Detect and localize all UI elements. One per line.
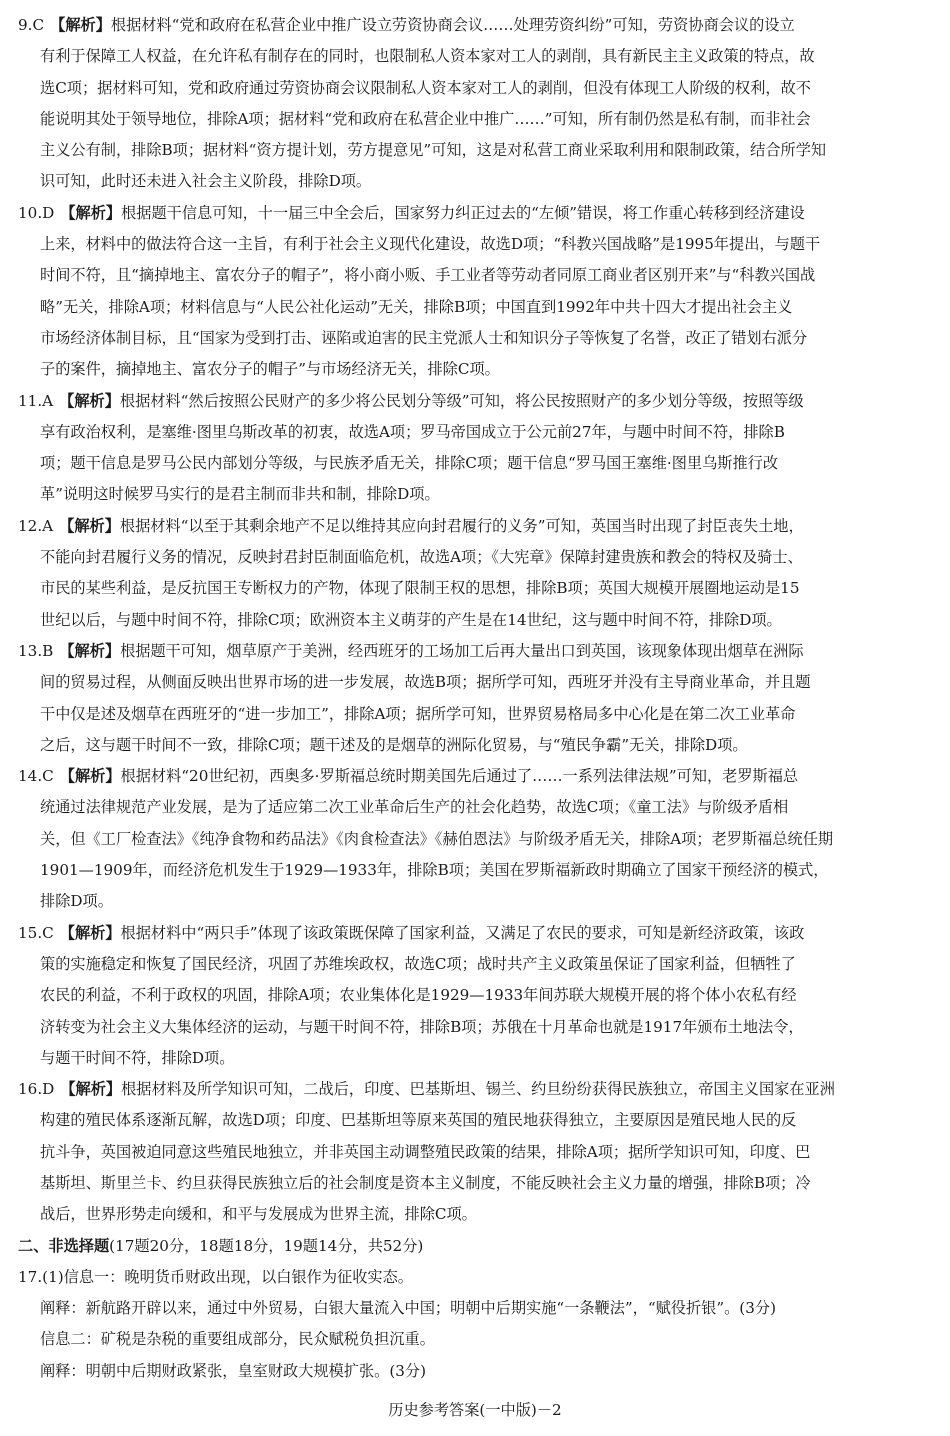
answer-line: 上来，材料中的做法符合这一主旨，有利于社会主义现代化建设，故选D项；“科教兴国战略”是1995年提出，与题干 — [40, 235, 821, 254]
answer-first-line — [18, 386, 936, 417]
answer-line: 项；题干信息是罗马公民内部划分等级，与民族矛盾无关，排除C项；题干信息“罗马国王塞维·图里乌斯推行改 — [40, 454, 779, 473]
answer-number: 10.D — [18, 203, 55, 222]
answer-item — [18, 918, 936, 1074]
q17-line: 信息二：矿税是杂税的重要组成部分，民众赋税负担沉重。 — [40, 1330, 435, 1349]
answer-item — [18, 511, 936, 636]
answer-line: 之后，这与题干时间不一致，排除C项；题干述及的是烟草的洲际化贸易，与“殖民争霸”无关，排除D项。 — [40, 735, 748, 754]
answer-line-text: 根据题干可知，烟草原产于美洲，经西班牙的工场加工后再大量出口到英国，该现象体现出烟草在洲际 — [120, 641, 804, 660]
answer-item — [18, 198, 936, 386]
answer-first-line — [18, 1074, 936, 1105]
answer-line-text: 根据材料“然后按照公民财产的多少将公民划分等级”可知，将公民按照财产的多少划分等级，按照等级 — [119, 391, 804, 410]
section-title-text: 二、非选择题 — [18, 1236, 110, 1255]
answer-number: 11.A — [18, 391, 54, 410]
answer-line: 基斯坦、斯里兰卡、约旦获得民族独立后的社会制度是资本主义制度，不能反映社会主义力量的增强，排除B项；冷 — [40, 1173, 811, 1192]
answer-line: 关，但《工厂检查法》《纯净食物和药品法》《肉食检查法》《赫伯恩法》与阶级矛盾无关，排除A项；老罗斯福总统任期 — [40, 829, 834, 848]
answer-line: 战后，世界形势走向缓和，和平与发展成为世界主流，排除C项。 — [40, 1205, 477, 1224]
answer-line: 抗斗争，英国被迫同意这些殖民地独立，并非英国主动调整殖民政策的结果，排除A项；据所学知识可知，印度、巴 — [40, 1142, 811, 1161]
answer-line: 统通过法律规范产业发展，是为了适应第二次工业革命后生产的社会化趋势，故选C项；《童工法》与阶级矛盾相 — [40, 798, 789, 817]
answer-first-line — [18, 198, 936, 229]
analysis-tag: 【解析】 — [59, 923, 121, 942]
answer-number: 14.C — [18, 767, 54, 786]
answer-line: 济转变为社会主义大集体经济的运动，与题干时间不符，排除B项；苏俄在十月革命也就是1917年颁布土地法令， — [40, 1017, 804, 1036]
answer-line: 排除D项。 — [40, 892, 113, 911]
answer-line: 世纪以后，与题中时间不符，排除C项；欧洲资本主义萌芽的产生是在14世纪，这与题中时间不符，排除D项。 — [40, 610, 782, 629]
answer-line-text: 根据材料“20世纪初，西奥多·罗斯福总统时期美国先后通过了……一系列法律法规”可知，老罗斯福总 — [120, 767, 799, 786]
answer-line-text: 根据材料“党和政府在私营企业中推广设立劳资协商会议……处理劳资纠纷”可知，劳资协商会议的设立 — [110, 16, 795, 34]
answer-line-text: 根据题干信息可知，十一届三中全会后，国家努力纠正过去的“左倾”错误，将工作重心转移到经济建设 — [121, 203, 805, 222]
analysis-tag: 【解析】 — [59, 391, 120, 410]
answer-line: 子的案件，摘掉地主、富农分子的帽子”与市场经济无关，排除C项。 — [40, 360, 500, 379]
q17-line: 阐释：明朝中后期财政紧张，皇室财政大规模扩张。(3分) — [40, 1361, 427, 1380]
analysis-tag: 【解析】 — [60, 203, 122, 222]
q17-first-line: 17.(1)信息一：晚明货币财政出现，以白银作为征收实态。 — [18, 1267, 413, 1286]
answer-number: 12.A — [18, 516, 54, 535]
page-footer: 历史参考答案(一中版)－2 — [388, 1401, 562, 1419]
analysis-tag: 【解析】 — [59, 767, 121, 786]
answer-line-text: 根据材料“以至于其剩余地产不足以维持其应向封君履行的义务”可知，英国当时出现了封臣丧失土地， — [119, 516, 804, 535]
answer-first-line — [18, 636, 936, 667]
section-note: (17题20分，18题18分，19题14分，共52分) — [109, 1236, 424, 1255]
answer-line: 农民的利益，不利于政权的巩固，排除A项；农业集体化是1929—1933年间苏联大规模开展的将个体小农私有经 — [40, 986, 797, 1005]
answer-number: 13.B — [18, 641, 54, 660]
answer-line: 不能向封君履行义务的情况，反映封君封臣制面临危机，故选A项；《大宪章》保障封建贵族和教会的特权及骑士、 — [40, 548, 803, 567]
answer-line: 略”无关，排除A项；材料信息与“人民公社化运动”无关，排除B项；中国直到1992年中共十四大才提出社会主义 — [40, 297, 793, 316]
answer-line: 市场经济体制目标，且“国家为受到打击、诬陷或迫害的民主党派人士和知识分子等恢复了名誉，改正了错划右派分 — [40, 328, 808, 347]
answer-line: 市民的某些利益，是反抗国王专断权力的产物，体现了限制王权的思想，排除B项；英国大规模开展圈地运动是15 — [40, 579, 800, 598]
answer-page — [18, 10, 936, 1387]
answer-item — [18, 386, 936, 511]
answer-line: 策的实施稳定和恢复了国民经济，巩固了苏维埃政权，故选C项；战时共产主义政策虽保证了国家利益，但牺牲了 — [40, 954, 796, 973]
answer-line-text: 根据材料中“两只手”体现了该政策既保障了国家利益，又满足了农民的要求，可知是新经济政策，该政 — [120, 923, 805, 942]
answer-line: 间的贸易过程，从侧面反映出世界市场的进一步发展，故选B项；据所学可知，西班牙并没有主导商业革命，并且题 — [40, 673, 811, 692]
answer-first-line — [18, 10, 936, 41]
answer-item — [18, 636, 936, 761]
answer-line: 享有政治权利，是塞维·图里乌斯改革的初衷，故选A项；罗马帝国成立于公元前27年，与题中时间不符，排除B — [40, 422, 785, 441]
answer-item — [18, 761, 936, 917]
answer-number: 9.C — [18, 16, 45, 34]
analysis-tag: 【解析】 — [50, 16, 111, 34]
answer-item — [18, 1074, 936, 1230]
answer-line: 1901—1909年，而经济危机发生于1929—1933年，排除B项；美国在罗斯福新政时期确立了国家干预经济的模式， — [40, 861, 829, 880]
answer-items — [18, 10, 936, 1231]
answer-item — [18, 10, 936, 198]
answer-line: 选C项；据材料可知，党和政府通过劳资协商会议限制私人资本家对工人的剥削，但没有体现工人阶级的权利，故不 — [40, 78, 811, 97]
answer-line: 构建的殖民体系逐渐瓦解，故选D项；印度、巴基斯坦等原来英国的殖民地获得独立，主要原因是殖民地人民的反 — [40, 1111, 797, 1130]
answer-first-line — [18, 511, 936, 542]
answer-first-line — [18, 761, 936, 792]
answer-number: 16.D — [18, 1080, 55, 1099]
answer-line: 时间不符，且“摘掉地主、富农分子的帽子”，将小商小贩、手工业者等劳动者同原工商业者区别开来”与“科教兴国战 — [40, 266, 816, 285]
answer-line: 有利于保障工人权益，在允许私有制存在的同时，也限制私人资本家对工人的剥削，具有新民主主义政策的特点，故 — [40, 47, 815, 66]
answer-line: 识可知，此时还未进入社会主义阶段，排除D项。 — [40, 172, 372, 191]
answer-line: 革”说明这时候罗马实行的是君主制而非共和制，排除D项。 — [40, 485, 440, 504]
answer-number: 15.C — [18, 923, 54, 942]
answer-first-line — [18, 918, 936, 949]
answer-line-text: 根据材料及所学知识可知，二战后，印度、巴基斯坦、锡兰、约旦纷纷获得民族独立，帝国主义国家在亚洲 — [121, 1080, 835, 1099]
answer-line: 能说明其处于领导地位，排除A项；据材料“党和政府在私营企业中推广……”可知，所有制仍然是私有制，而非社会 — [40, 109, 811, 128]
answer-line: 主义公有制，排除B项；据材料“资方提计划，劳方提意见”可知，这是对私营工商业采取利用和限制政策，结合所学知 — [40, 141, 827, 160]
q17-lines — [18, 1293, 936, 1387]
section-title — [18, 1231, 936, 1262]
analysis-tag: 【解析】 — [60, 1080, 122, 1099]
answer-line: 干中仅是述及烟草在西班牙的“进一步加工”，排除A项；据所学可知，世界贸易格局多中心化是在第二次工业革命 — [40, 704, 796, 723]
answer-line: 与题干时间不符，排除D项。 — [40, 1048, 235, 1067]
analysis-tag: 【解析】 — [59, 641, 121, 660]
analysis-tag: 【解析】 — [59, 516, 120, 535]
q17-line: 阐释：新航路开辟以来，通过中外贸易，白银大量流入中国；明朝中后期实施“一条鞭法”，“赋役折银”。(3分) — [40, 1299, 777, 1318]
